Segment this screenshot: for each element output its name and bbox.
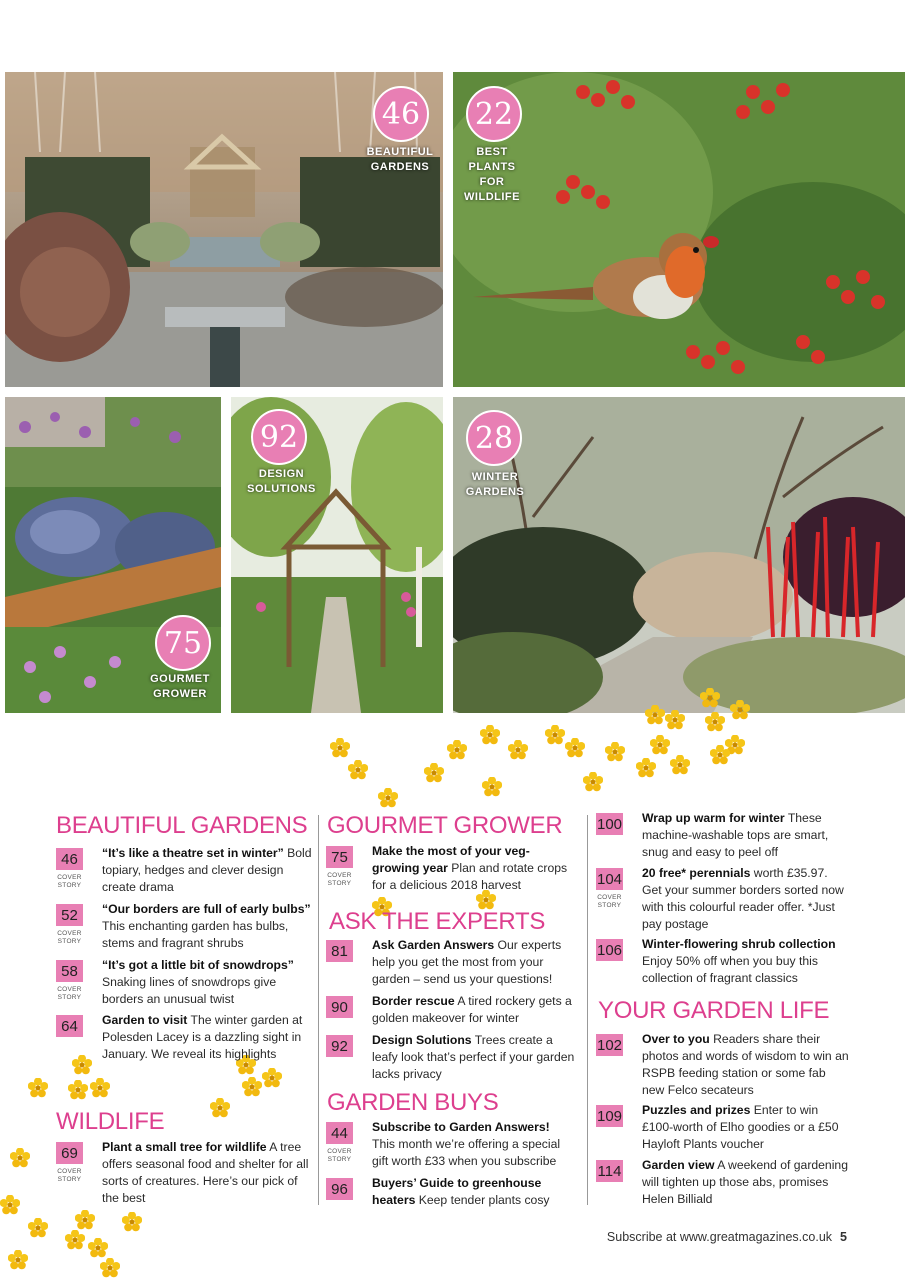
entry-headline: Ask Garden Answers xyxy=(372,938,495,952)
flower-icon xyxy=(90,1078,110,1098)
flower-icon xyxy=(262,1068,282,1088)
entry-description: Enjoy 50% off when you buy this collection of fragrant classics xyxy=(642,954,818,985)
flower-icon xyxy=(75,1210,95,1230)
entry-description: Our experts help you get the most from your garden – send us your questions! xyxy=(372,938,562,986)
flower-icon xyxy=(508,740,528,760)
page-number-badge: 28 xyxy=(466,410,522,466)
flower-icon xyxy=(480,725,500,745)
entry-headline: Make the most of your veg-growing year xyxy=(372,844,530,875)
contents-entry[interactable] xyxy=(325,937,575,988)
flower-icon xyxy=(8,1250,28,1270)
badge-label: BEAUTIFUL GARDENS xyxy=(366,146,434,173)
footer xyxy=(607,1230,847,1244)
flower-icon xyxy=(68,1080,88,1100)
flower-icon xyxy=(636,758,656,778)
entry-headline: 20 free* perennials xyxy=(642,866,751,880)
contents-entry[interactable] xyxy=(55,1139,315,1207)
contents-entry[interactable] xyxy=(325,1119,575,1170)
entry-headline: Wrap up warm for winter xyxy=(642,811,785,825)
page-number: 44 xyxy=(326,1122,353,1144)
section-title-beautiful-gardens: BEAUTIFUL GARDENS xyxy=(56,812,308,839)
page-number-badge: 92 xyxy=(251,409,307,465)
flower-icon xyxy=(700,688,720,708)
flower-icon xyxy=(605,742,625,762)
cover-story-tag: COVER STORY xyxy=(57,986,82,1001)
column-divider xyxy=(587,815,588,1205)
contents-entry[interactable] xyxy=(595,810,850,861)
contents-entry[interactable] xyxy=(55,901,315,952)
flower-icon xyxy=(447,740,467,760)
flower-icon xyxy=(645,705,665,725)
photo-robin-wildlife xyxy=(453,72,905,387)
entry-description: These machine-washable tops are smart, snug and easy to peel off xyxy=(642,811,829,859)
entry-description: A tree offers seasonal food and shelter for all sorts of creatures. Here’s our pick of the best xyxy=(102,1140,309,1205)
contents-entry[interactable] xyxy=(55,845,315,896)
flower-icon xyxy=(424,763,444,783)
page-number: 90 xyxy=(326,996,353,1018)
page-number: 52 xyxy=(56,904,83,926)
contents-entry[interactable] xyxy=(595,1102,850,1153)
entry-headline: Design Solutions xyxy=(372,1033,472,1047)
flower-icon xyxy=(670,755,690,775)
page-number: 46 xyxy=(56,848,83,870)
flower-icon xyxy=(583,772,603,792)
flower-icon xyxy=(348,760,368,780)
flower-icon xyxy=(100,1258,120,1278)
entry-description: Plan and rotate crops for a delicious 2018 harvest xyxy=(372,861,568,892)
page-number: 109 xyxy=(596,1105,623,1127)
entry-headline: Over to you xyxy=(642,1032,710,1046)
entry-headline: Plant a small tree for wildlife xyxy=(102,1140,267,1154)
cover-story-tag: COVER STORY xyxy=(57,874,82,889)
page-number: 106 xyxy=(596,939,623,961)
flower-icon xyxy=(65,1230,85,1250)
page-number: 104 xyxy=(596,868,623,890)
folio-page-number: 5 xyxy=(840,1230,847,1244)
entry-description: Bold topiary, hedges and clever design create drama xyxy=(102,846,312,894)
flower-icon xyxy=(482,777,502,797)
footer-subscribe-link[interactable]: Subscribe at www.greatmagazines.co.uk xyxy=(606,1230,833,1244)
page-number: 100 xyxy=(596,813,623,835)
entry-description: This month we’re offering a special gift worth £33 when you subscribe xyxy=(372,1137,561,1168)
entry-headline: “It’s like a theatre set in winter” xyxy=(102,846,284,860)
contents-entry[interactable] xyxy=(325,993,575,1027)
contents-entry[interactable] xyxy=(595,1031,850,1099)
entry-description: This enchanting garden has bulbs, stems and fragrant shrubs xyxy=(102,919,289,950)
contents-entry[interactable] xyxy=(325,1175,575,1209)
page-number-badge: 46 xyxy=(373,86,429,142)
flower-icon xyxy=(0,1195,20,1215)
contents-entry[interactable] xyxy=(55,957,315,1008)
entry-headline: “Our borders are full of early bulbs” xyxy=(102,902,311,916)
page-number: 92 xyxy=(326,1035,353,1057)
flower-icon xyxy=(730,700,750,720)
section-title-wildlife: WILDLIFE xyxy=(56,1108,165,1135)
entry-description: Snaking lines of snowdrops give borders an unusual twist xyxy=(102,975,277,1006)
entry-description: worth £35.97. Get your summer borders sorted now with this colourful reader offer. *Just pay postage xyxy=(642,866,844,931)
entry-description: A tired rockery gets a golden makeover for winter xyxy=(372,994,572,1025)
page-number: 64 xyxy=(56,1015,83,1037)
photo-winter-gardens xyxy=(453,397,905,713)
entry-headline: Winter-flowering shrub collection xyxy=(642,937,836,951)
section-title-garden-buys: GARDEN BUYS xyxy=(327,1089,499,1116)
flower-icon xyxy=(330,738,350,758)
page-number: 75 xyxy=(326,846,353,868)
page-number: 96 xyxy=(326,1178,353,1200)
entry-description: The winter garden at Polesden Lacey is a dazzling sight in January. We reveal its highlights xyxy=(102,1013,303,1061)
flower-icon xyxy=(650,735,670,755)
section-title-ask-the-experts: ASK THE EXPERTS xyxy=(329,908,546,935)
flower-icon xyxy=(88,1238,108,1258)
page-number-badge: 75 xyxy=(155,615,211,671)
flower-icon xyxy=(10,1148,30,1168)
page-number: 81 xyxy=(326,940,353,962)
contents-entry[interactable] xyxy=(325,1032,575,1083)
cover-story-tag: COVER STORY xyxy=(57,930,82,945)
entry-headline: Puzzles and prizes xyxy=(642,1103,751,1117)
entry-description: A weekend of gardening will tighten up those abs, promises Helen Billiald xyxy=(642,1158,848,1206)
badge-label: GOURMET GROWER xyxy=(150,673,210,700)
contents-entry[interactable] xyxy=(595,865,850,933)
entry-description: Trees create a leafy look that’s perfect if your garden lacks privacy xyxy=(372,1033,575,1081)
contents-entry[interactable] xyxy=(595,1157,850,1208)
badge-label: DESIGN SOLUTIONS xyxy=(247,468,316,495)
photo-gourmet-grower xyxy=(5,397,221,713)
cover-story-tag: COVER STORY xyxy=(57,1168,82,1183)
flower-icon xyxy=(710,745,730,765)
contents-entry[interactable] xyxy=(595,936,850,987)
entry-description: Readers share their photos and words of wisdom to win an RSPB feeding station or some fab new Felco secateurs xyxy=(642,1032,849,1097)
cover-story-tag: COVER STORY xyxy=(327,1148,352,1163)
page-number: 69 xyxy=(56,1142,83,1164)
flower-icon xyxy=(665,710,685,730)
cover-story-tag: COVER STORY xyxy=(327,872,352,887)
page-number: 58 xyxy=(56,960,83,982)
flower-icon xyxy=(378,788,398,808)
photo-beautiful-gardens xyxy=(5,72,443,387)
contents-entry[interactable] xyxy=(55,1012,315,1063)
page-number: 102 xyxy=(596,1034,623,1056)
badge-label: WINTER GARDENS xyxy=(465,471,525,498)
entry-headline: Garden view xyxy=(642,1158,715,1172)
page-number: 114 xyxy=(596,1160,623,1182)
contents-entry[interactable] xyxy=(325,843,575,894)
column-divider xyxy=(318,815,319,1205)
flower-icon xyxy=(28,1078,48,1098)
flower-icon xyxy=(565,738,585,758)
entry-headline: “It’s got a little bit of snowdrops” xyxy=(102,958,294,972)
badge-label: BEST PLANTS FOR WILDLIFE xyxy=(464,146,520,203)
flower-icon xyxy=(242,1077,262,1097)
entry-description: Enter to win £100-worth of Elho goodies or a £50 Hayloft Plants voucher xyxy=(642,1103,839,1151)
flower-icon xyxy=(545,725,565,745)
flower-icon xyxy=(122,1212,142,1232)
section-title-your-garden-life: YOUR GARDEN LIFE xyxy=(598,997,830,1024)
page-number-badge: 22 xyxy=(466,86,522,142)
flower-icon xyxy=(210,1098,230,1118)
entry-headline: Garden to visit xyxy=(102,1013,188,1027)
entry-description: Keep tender plants cosy xyxy=(415,1193,550,1207)
entry-headline: Border rescue xyxy=(372,994,455,1008)
cover-story-tag: COVER STORY xyxy=(597,894,622,909)
section-title-gourmet-grower: GOURMET GROWER xyxy=(327,812,563,839)
flower-icon xyxy=(28,1218,48,1238)
entry-headline: Subscribe to Garden Answers! xyxy=(372,1120,550,1134)
photo-design-solutions xyxy=(231,397,443,713)
entry-headline: Buyers’ Guide to greenhouse heaters xyxy=(372,1176,542,1207)
flower-icon xyxy=(705,712,725,732)
